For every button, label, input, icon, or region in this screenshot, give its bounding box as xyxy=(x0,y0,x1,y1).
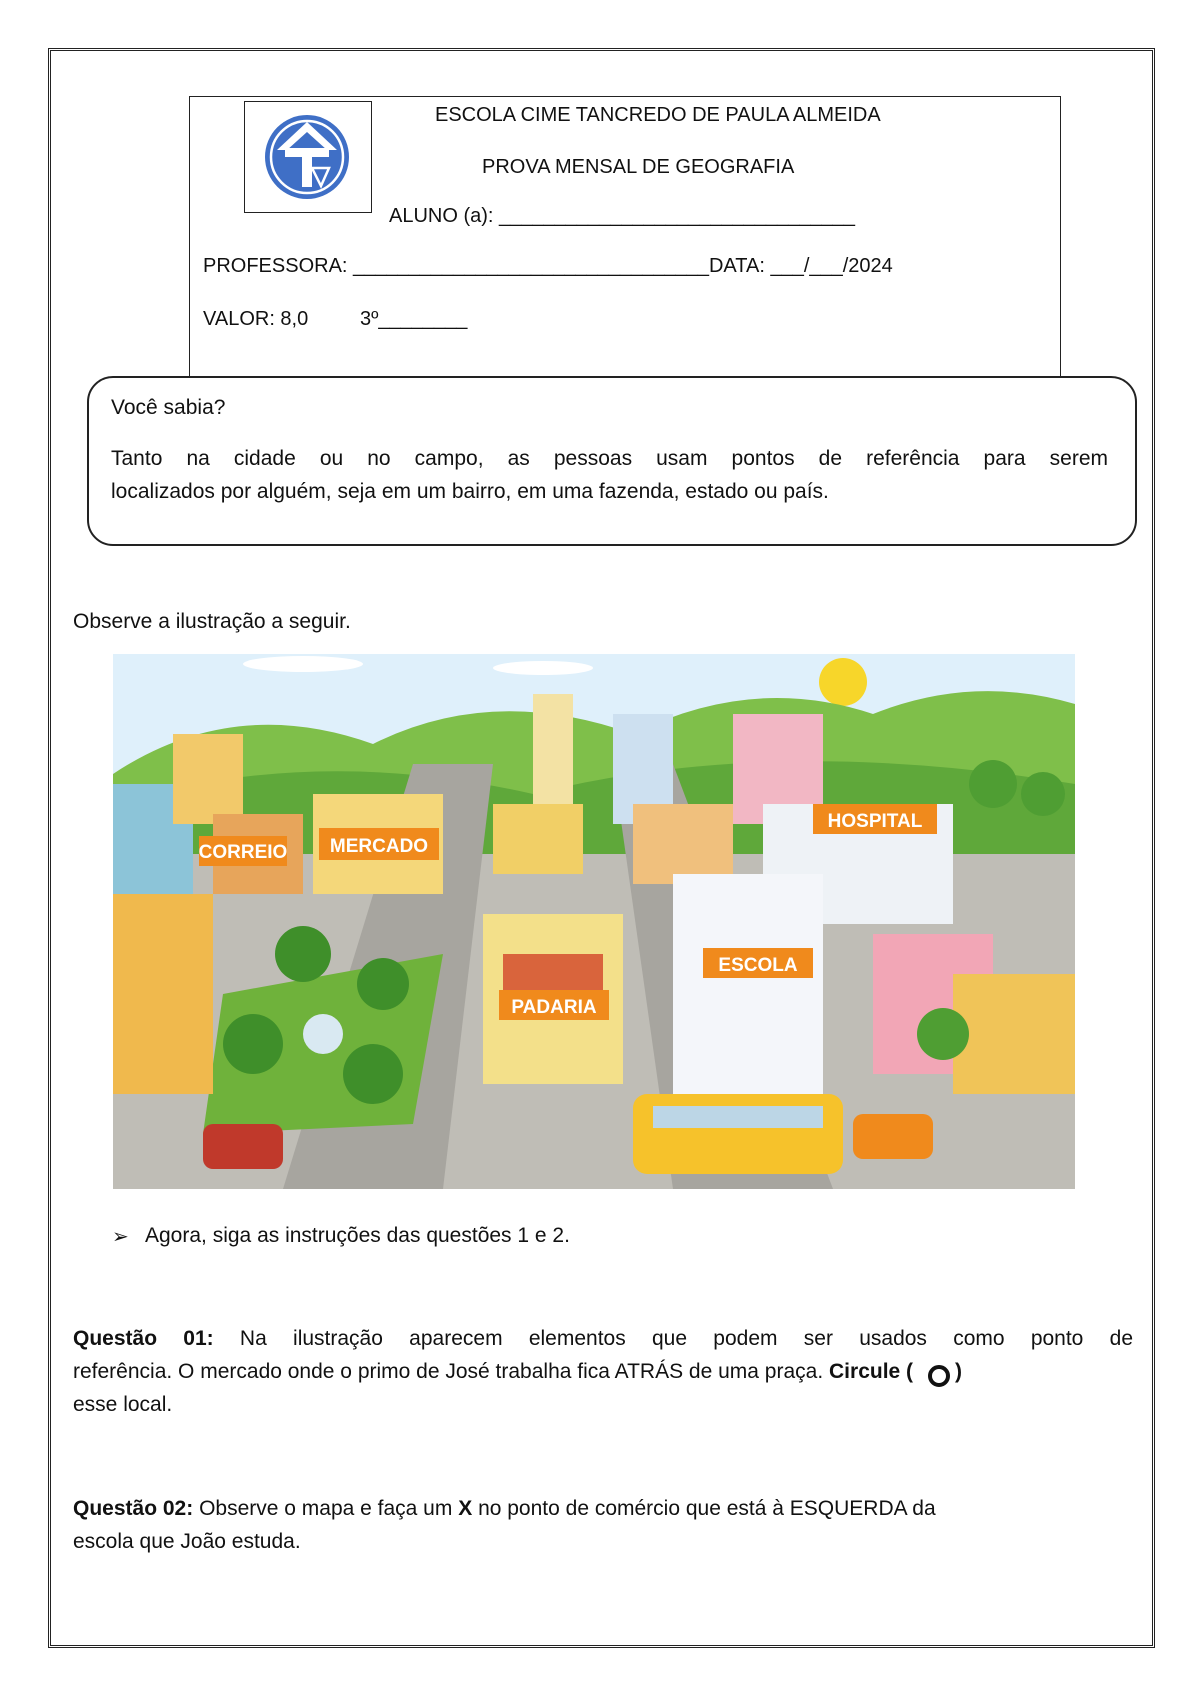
q1-circle-label: Circule ( xyxy=(829,1360,914,1383)
q2-x-mark: X xyxy=(458,1497,473,1520)
bullet-instruction: Agora, siga as instruções das questões 1 e 2. xyxy=(145,1224,570,1247)
circle-mark-icon xyxy=(926,1362,954,1390)
q2-line-2: escola que João estuda. xyxy=(73,1530,301,1553)
teacher-date-field[interactable]: PROFESSORA: ________________________________DATA: ___/___/2024 xyxy=(203,255,893,277)
q2-text-1: Observe o mapa e faça um xyxy=(199,1497,453,1520)
q1-circle-close: ) xyxy=(955,1360,963,1383)
q2-text-2: no ponto de comércio que está à ESQUERDA da xyxy=(478,1497,936,1520)
school-name: ESCOLA CIME TANCREDO DE PAULA ALMEIDA xyxy=(435,104,881,126)
correio-sign: CORREIO xyxy=(198,842,288,863)
info-title: Você sabia? xyxy=(111,396,226,419)
info-line-2: localizados por alguém, seja em um bairro, em uma fazenda, estado ou país. xyxy=(111,480,829,503)
q1-text-1: Na ilustração aparecem elementos que podem ser usados como ponto de xyxy=(239,1327,1133,1350)
q1-text-2: referência. O mercado onde o primo de José trabalha fica ATRÁS de uma praça. xyxy=(73,1360,824,1383)
hospital-sign: HOSPITAL xyxy=(827,811,923,832)
q1-line-1 xyxy=(73,1322,1133,1355)
q2-label: Questão 02: xyxy=(73,1497,194,1520)
school-logo-icon xyxy=(245,102,370,211)
grade-field[interactable]: 3º________ xyxy=(360,308,468,330)
info-line-1: Tanto na cidade ou no campo, as pessoas usam pontos de referência para serem xyxy=(111,447,1108,470)
arrow-bullet-icon: ➢ xyxy=(112,1226,129,1248)
school-logo xyxy=(244,101,372,213)
q1-line-2 xyxy=(73,1355,1133,1388)
mercado-sign: MERCADO xyxy=(329,836,429,857)
padaria-sign: PADARIA xyxy=(511,997,597,1018)
escola-sign: ESCOLA xyxy=(718,955,798,976)
value-label: VALOR: 8,0 xyxy=(203,308,309,330)
student-field[interactable]: ALUNO (a): ________________________________ xyxy=(389,205,855,227)
observe-instruction: Observe a ilustração a seguir. xyxy=(73,610,351,633)
q1-label: Questão 01: xyxy=(73,1327,214,1350)
city-illustration xyxy=(113,654,1075,1189)
q2-line-1 xyxy=(73,1492,1133,1525)
exam-title: PROVA MENSAL DE GEOGRAFIA xyxy=(482,156,795,178)
q1-line-3: esse local. xyxy=(73,1393,173,1416)
